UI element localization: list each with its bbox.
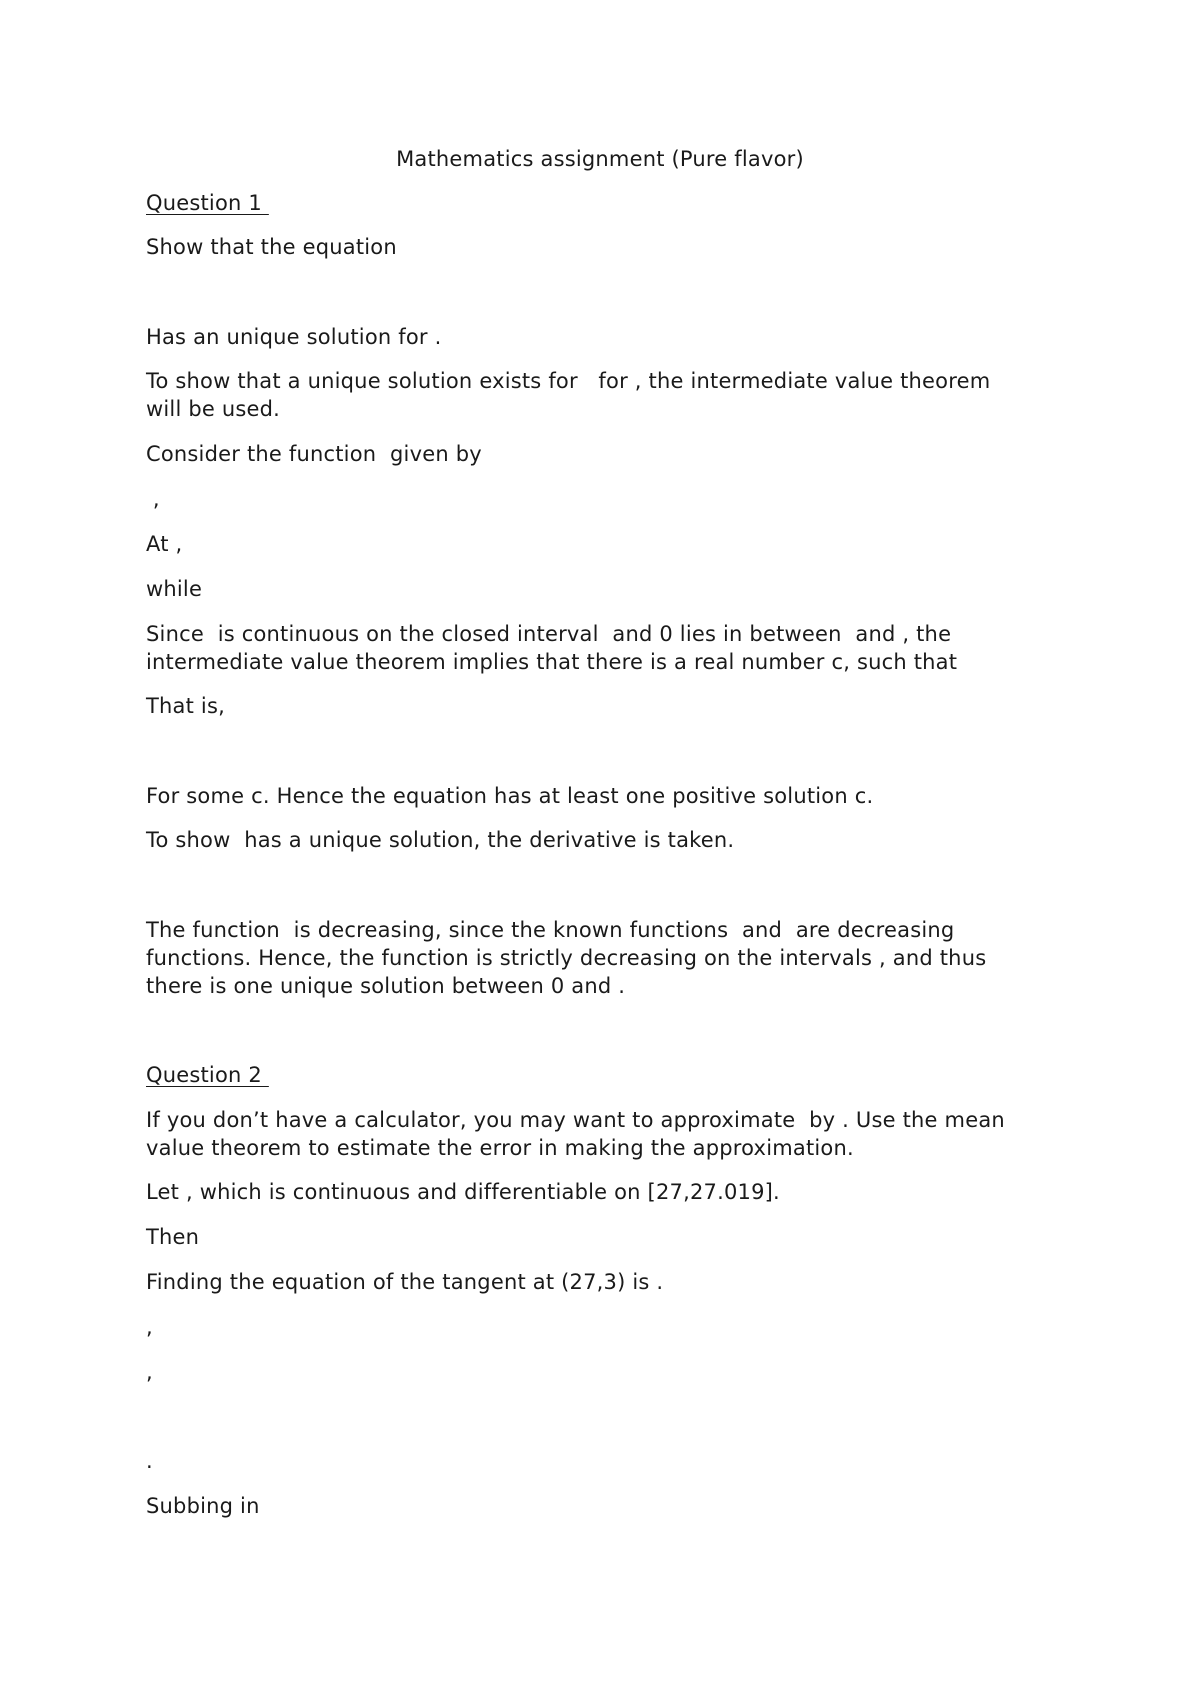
paragraph: , bbox=[146, 1315, 153, 1339]
paragraph: To show that a unique solution exists for for , the intermediate value theorem bbox=[146, 369, 991, 393]
paragraph: Let , which is continuous and differentiable on [27,27.019]. bbox=[146, 1180, 780, 1204]
paragraph: there is one unique solution between 0 and . bbox=[146, 974, 626, 998]
question-1-heading: Question 1 bbox=[146, 191, 269, 215]
question-2-heading: Question 2 bbox=[146, 1063, 269, 1087]
paragraph: Show that the equation bbox=[146, 235, 397, 259]
paragraph: functions. Hence, the function is strictly decreasing on the intervals , and thus bbox=[146, 946, 987, 970]
paragraph: , bbox=[146, 487, 160, 511]
paragraph: At , bbox=[146, 532, 183, 556]
page-title: Mathematics assignment (Pure flavor) bbox=[396, 147, 804, 171]
paragraph: If you don’t have a calculator, you may want to approximate by . Use the mean bbox=[146, 1108, 1005, 1132]
paragraph: , bbox=[146, 1360, 153, 1384]
paragraph: The function is decreasing, since the known functions and are decreasing bbox=[146, 918, 955, 942]
paragraph: will be used. bbox=[146, 397, 281, 421]
paragraph: while bbox=[146, 577, 203, 601]
paragraph: To show has a unique solution, the derivative is taken. bbox=[146, 828, 735, 852]
paragraph: intermediate value theorem implies that there is a real number c, such that bbox=[146, 650, 958, 674]
paragraph: Then bbox=[146, 1225, 200, 1249]
paragraph: Has an unique solution for . bbox=[146, 325, 442, 349]
paragraph: That is, bbox=[146, 694, 225, 718]
paragraph: Subbing in bbox=[146, 1494, 260, 1518]
paragraph: Consider the function given by bbox=[146, 442, 482, 466]
paragraph: For some c. Hence the equation has at least one positive solution c. bbox=[146, 784, 874, 808]
paragraph: Since is continuous on the closed interval and 0 lies in between and , the bbox=[146, 622, 952, 646]
paragraph: . bbox=[146, 1449, 153, 1473]
paragraph: Finding the equation of the tangent at (27,3) is . bbox=[146, 1270, 664, 1294]
paragraph: value theorem to estimate the error in making the approximation. bbox=[146, 1136, 854, 1160]
